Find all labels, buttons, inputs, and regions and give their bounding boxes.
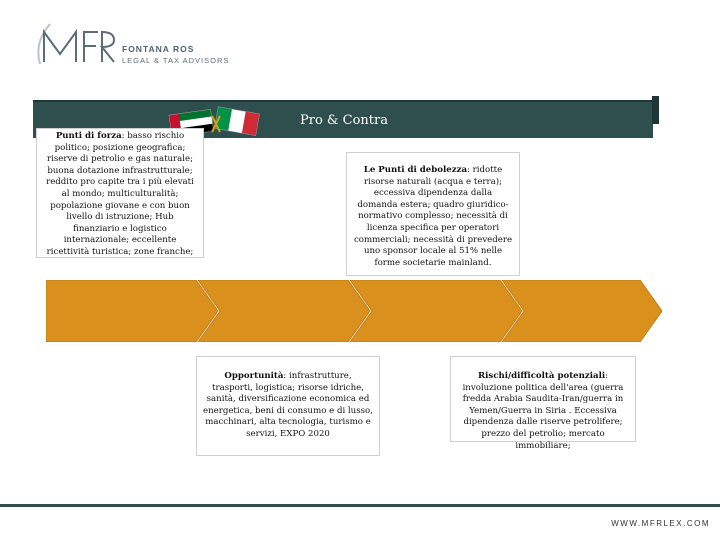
arrow-3: [350, 280, 522, 342]
weaknesses-heading: Le Punti di debolezza: [363, 165, 468, 175]
strengths-heading: Punti di forza: [55, 131, 122, 141]
arrow-2: [198, 280, 370, 342]
opportunities-heading: Opportunità: [224, 371, 284, 381]
footer-website-link[interactable]: WWW.MFRLEX.COM: [611, 519, 710, 528]
mfr-logo-icon: [30, 14, 125, 74]
opportunities-text: : infrastrutture, trasporti, logistica; risorse idriche, sanità, diversificazione economica ed energetica, beni di consumo e di lusso, macchinari, alta tecnologia, turismo e servizi, EXPO 2020: [203, 371, 373, 439]
strengths-box: [36, 128, 204, 258]
strengths-text: : basso rischio politico; posizione geografica; riserve di petrolio e gas naturale; buona dotazione infrastrutturale; reddito pro capite tra i più elevati al mondo; multiculturalità; popolazione giovane e con buon livello di istruzione; Hub finanziario e logistico internazionale; eccellente ricettività turistica; zone franche;: [46, 131, 194, 257]
process-arrows: [46, 280, 662, 342]
arrow-4: [502, 280, 662, 342]
opportunities-box: [196, 356, 380, 456]
logo-tagline: LEGAL & TAX ADVISORS: [122, 56, 230, 65]
risks-heading: Rischi/difficoltà potenziali: [477, 371, 606, 381]
risks-box: [450, 356, 636, 451]
title-bar-edge: [652, 96, 659, 124]
weaknesses-text: : ridotte risorse naturali (acqua e terra); eccessiva dipendenza dalla domanda estera; quadro giuridico-normativo complesso; necessità di licenza specifica per operatori commerciali; necessità di prevedere uno sponsor locale al 51% nelle forme societarie mainland.: [353, 165, 513, 268]
page-title: Pro & Contra: [300, 113, 388, 128]
logo-firm-name: FONTANA ROS: [122, 44, 195, 54]
risks-text: : involuzione politica dell'area (guerra fredda Arabia Saudita-Iran/guerra in Yemen/Guerra in Siria . Eccessiva dipendenza dalle riserve petrolifere; prezzo del petrolio; mercato immobiliare;: [462, 371, 624, 451]
footer-divider: [0, 504, 720, 507]
weaknesses-box: [346, 152, 520, 276]
arrow-1: [46, 280, 218, 342]
